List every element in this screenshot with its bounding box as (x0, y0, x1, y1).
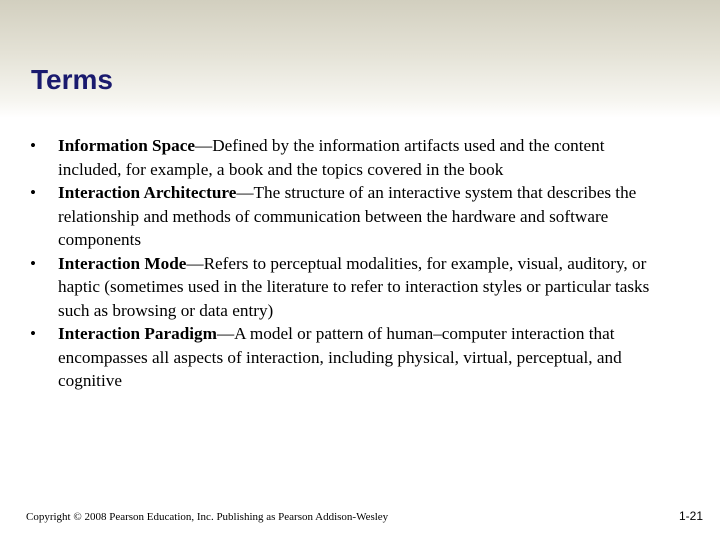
bullet-definition: —Defined by the information artifacts used and the content included, for example, a book and the topics covered in the book (58, 136, 605, 179)
header-band (0, 0, 720, 118)
bullet-term: Interaction Mode (58, 253, 187, 273)
bullet-item-interaction-paradigm (30, 322, 670, 393)
bullet-marker: • (30, 324, 37, 343)
bullet-marker: • (30, 136, 37, 155)
bullet-list (30, 134, 670, 393)
bullet-term: Interaction Paradigm (58, 324, 217, 343)
bullet-definition: —The structure of an interactive system that describes the relationship and methods of communication between the hardware and software components (58, 183, 637, 249)
bullet-marker: • (30, 183, 37, 202)
bullet-definition: —A model or pattern of human–computer interaction that encompasses all aspects of interaction, including physical, virtual, perceptual, and cognitive (58, 324, 622, 390)
bullet-term: Information Space (58, 136, 196, 155)
footer-copyright: Copyright © 2008 Pearson Education, Inc. Publishing as Pearson Addison-Wesley (26, 511, 389, 523)
bullet-item-information-space (30, 134, 670, 181)
bullet-definition: —Refers to perceptual modalities, for example, visual, auditory, or haptic (sometimes used in the literature to refer to interaction styles or particular tasks such as browsing or data entry) (58, 253, 650, 320)
slide-number: 1-21 (678, 509, 703, 523)
bullet-item-interaction-mode (30, 252, 670, 323)
bullet-item-interaction-architecture (30, 181, 670, 252)
bullet-term: Interaction Architecture (58, 183, 237, 202)
bullet-marker: • (30, 253, 37, 273)
slide-title: Terms (31, 64, 113, 95)
